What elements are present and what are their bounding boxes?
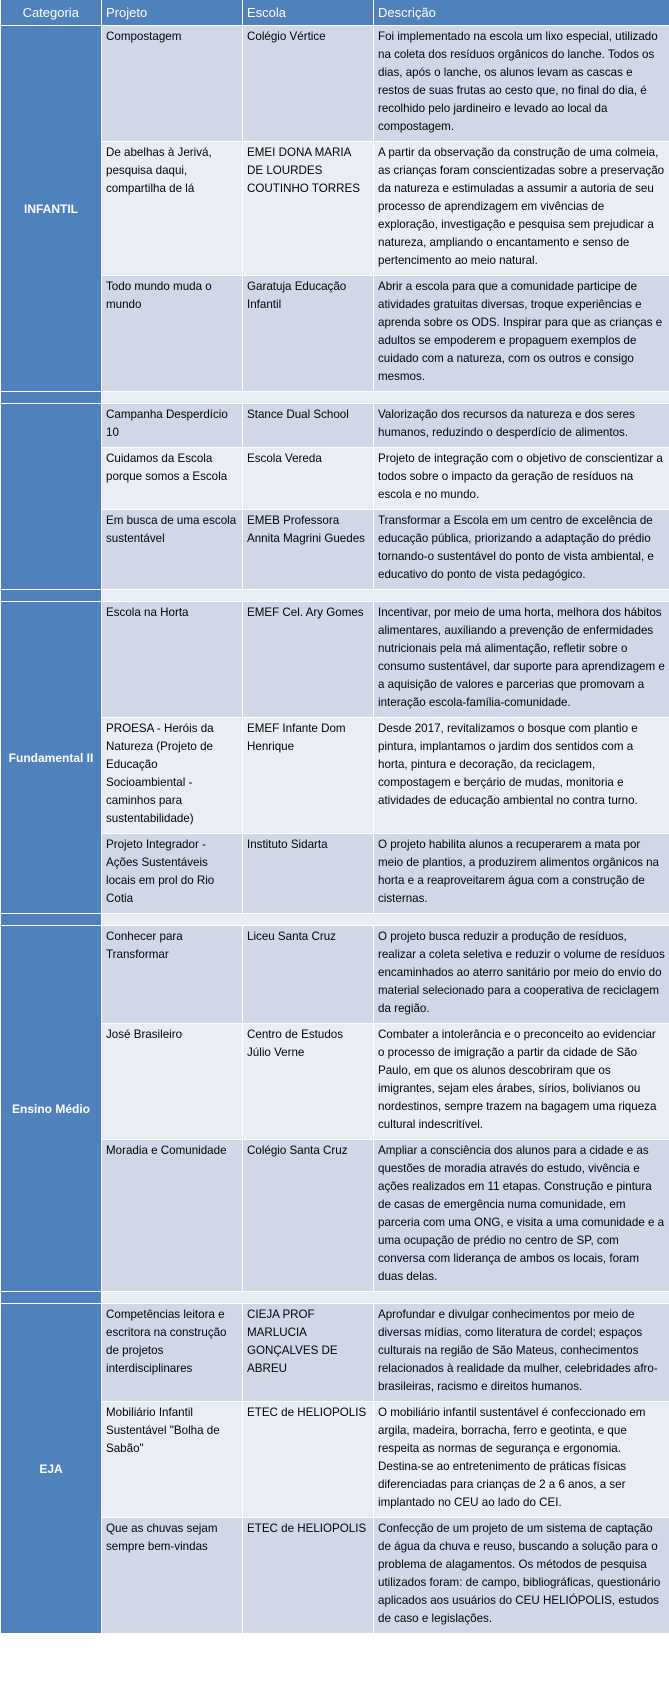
separator-row — [1, 392, 669, 404]
header-descricao: Descrição — [374, 0, 669, 26]
header-escola: Escola — [243, 0, 374, 26]
category-cell-infantil: INFANTIL — [1, 26, 102, 392]
table-row — [1, 602, 669, 718]
description-cell: O mobiliário infantil sustentável é confeccionado em argila, madeira, borracha, ferro e geotinta, e que respeita as normas de segurança e ergonomia. Destina-se ao entretenimento de práticas físicas diferenciadas para crianças de 2 a 6 anos, a ser implantado no CEU ao lado do CEI. — [374, 1402, 669, 1518]
project-cell: José Brasileiro — [102, 1024, 243, 1140]
school-cell: CIEJA PROF MARLUCIA GONÇALVES DE ABREU — [243, 1304, 374, 1402]
separator-cell — [1, 392, 102, 404]
description-cell: O projeto busca reduzir a produção de resíduos, realizar a coleta seletiva e reduzir o volume de resíduos encaminhados ao aterro sanitário por meio do envio do material selecionado para a cooperativa de reciclagem da região. — [374, 926, 669, 1024]
school-cell: Liceu Santa Cruz — [243, 926, 374, 1024]
school-cell: Instituto Sidarta — [243, 834, 374, 914]
category-cell-unlabeled — [1, 404, 102, 590]
school-cell: EMEF Infante Dom Henrique — [243, 718, 374, 834]
separator-cell — [1, 590, 102, 602]
description-cell: Foi implementado na escola um lixo especial, utilizado na coleta dos resíduos orgânicos do lanche. Todos os dias, após o lanche, os alunos levam as cascas e restos de suas frutas ao cesto que, no final do dia, é recolhido pelo jardineiro e levado ao local da compostagem. — [374, 26, 669, 142]
separator-cell — [102, 1292, 669, 1304]
description-cell: Combater a intolerância e o preconceito ao evidenciar o processo de imigração a partir da cidade de São Paulo, em que os alunos descobriram que os imigrantes, sejam eles árabes, sírios, bolivianos ou nordestinos, sempre trazem na bagagem uma riqueza cultural indescritível. — [374, 1024, 669, 1140]
description-cell: Incentivar, por meio de uma horta, melhora dos hábitos alimentares, auxiliando a prevenção de enfermidades nutricionais pela má alimentação, refletir sobre o consumo sustentável, dar suporte para aprendizagem e a aquisição de valores e parcerias que promovam a interação escola-família-comunidade. — [374, 602, 669, 718]
separator-row — [1, 1292, 669, 1304]
table-row — [1, 448, 669, 510]
project-cell: Que as chuvas sejam sempre bem-vindas — [102, 1518, 243, 1634]
header-row — [1, 0, 669, 26]
description-cell: O projeto habilita alunos a recuperarem a mata por meio de plantios, a produzirem alimentos orgânicos na horta e a reaproveitarem água com a construção de cisternas. — [374, 834, 669, 914]
school-cell: EMEB Professora Annita Magrini Guedes — [243, 510, 374, 590]
project-cell: Escola na Horta — [102, 602, 243, 718]
separator-cell — [102, 914, 669, 926]
table-row — [1, 510, 669, 590]
table-row — [1, 1304, 669, 1402]
separator-cell — [102, 590, 669, 602]
table-row — [1, 142, 669, 276]
description-cell: Aprofundar e divulgar conhecimentos por meio de diversas mídias, como literatura de cordel; espaços culturais na região de São Mateus, conhecimentos relacionados à realidade da mulher, celebridades afro-brasileiras, racismo e direitos humanos. — [374, 1304, 669, 1402]
project-cell: Campanha Desperdício 10 — [102, 404, 243, 448]
description-cell: Projeto de integração com o objetivo de conscientizar a todos sobre o impacto da geração de resíduos na escola e no mundo. — [374, 448, 669, 510]
school-cell: Escola Vereda — [243, 448, 374, 510]
project-cell: Competências leitora e escritora na construção de projetos interdisciplinares — [102, 1304, 243, 1402]
table-row — [1, 1024, 669, 1140]
school-cell: Centro de Estudos Júlio Verne — [243, 1024, 374, 1140]
project-cell: Conhecer para Transformar — [102, 926, 243, 1024]
table-row — [1, 1402, 669, 1518]
description-cell: Confecção de um projeto de um sistema de captação de água da chuva e reuso, buscando a solução para o problema de alagamentos. Os métodos de pesquisa utilizados foram: de campo, bibliográficas, questionário aplicados aos usuários do CEU HELIÓPOLIS, estudos de caso e legislações. — [374, 1518, 669, 1634]
description-cell: Transformar a Escola em um centro de excelência de educação pública, priorizando a adaptação do prédio tornando-o sustentável do ponto de vista ambiental, e educativo do ponto de vista pedagógico. — [374, 510, 669, 590]
category-cell-eja: EJA — [1, 1304, 102, 1634]
table-row — [1, 834, 669, 914]
project-cell: De abelhas à Jerivá, pesquisa daqui, compartilha de lá — [102, 142, 243, 276]
separator-row — [1, 914, 669, 926]
table-row — [1, 926, 669, 1024]
table-row — [1, 718, 669, 834]
description-cell: Abrir a escola para que a comunidade participe de atividades gratuitas diversas, troque experiências e aprenda sobre os ODS. Inspirar para que as crianças e adultos se empoderem e propaguem exemplos de cuidado com a natureza, com os outros e consigo mesmos. — [374, 276, 669, 392]
description-cell: Desde 2017, revitalizamos o bosque com plantio e pintura, implantamos o jardim dos sentidos com a horta, pintura e decoração, da reciclagem, compostagem e berçário de mudas, monitoria e atividades de educação ambiental no contra turno. — [374, 718, 669, 834]
school-cell: Colégio Vértice — [243, 26, 374, 142]
separator-cell — [1, 1292, 102, 1304]
description-cell: Valorização dos recursos da natureza e dos seres humanos, reduzindo o desperdício de alimentos. — [374, 404, 669, 448]
category-cell-fundamental-ii: Fundamental II — [1, 602, 102, 914]
separator-row — [1, 590, 669, 602]
school-cell: Stance Dual School — [243, 404, 374, 448]
project-cell: Cuidamos da Escola porque somos a Escola — [102, 448, 243, 510]
school-cell: ETEC de HELIOPOLIS — [243, 1518, 374, 1634]
description-cell: Ampliar a consciência dos alunos para a cidade e as questões de moradia através do estudo, vivência e ações realizados em 11 etapas. Construção e pintura de casas de emergência numa comunidade, em parceria com uma ONG, e visita a uma comunidade e a uma ocupação de prédio no centro de SP, com conversa com liderança de ambos os locais, foram duas delas. — [374, 1140, 669, 1292]
school-cell: Garatuja Educação Infantil — [243, 276, 374, 392]
project-cell: Moradia e Comunidade — [102, 1140, 243, 1292]
description-cell: A partir da observação da construção de uma colmeia, as crianças foram conscientizadas sobre a preservação da natureza e estimuladas a assumir a autoria de seu processo de aprendizagem em vivências de exploração, investigação e pesquisa sem prejudicar a natureza, ampliando o encantamento e senso de pertencimento ao meio natural. — [374, 142, 669, 276]
project-cell: Mobiliário Infantil Sustentável "Bolha de Sabão" — [102, 1402, 243, 1518]
school-cell: Colégio Santa Cruz — [243, 1140, 374, 1292]
header-projeto: Projeto — [102, 0, 243, 26]
table-row — [1, 1518, 669, 1634]
school-cell: EMEF Cel. Ary Gomes — [243, 602, 374, 718]
category-cell-ensino-medio: Ensino Médio — [1, 926, 102, 1292]
table-row — [1, 404, 669, 448]
table-row — [1, 276, 669, 392]
table-row — [1, 1140, 669, 1292]
school-cell: EMEI DONA MARIA DE LOURDES COUTINHO TORRES — [243, 142, 374, 276]
project-cell: Compostagem — [102, 26, 243, 142]
table-row — [1, 26, 669, 142]
header-categoria: Categoria — [1, 0, 102, 26]
project-cell: Projeto Integrador - Ações Sustentáveis locais em prol do Rio Cotia — [102, 834, 243, 914]
project-cell: Todo mundo muda o mundo — [102, 276, 243, 392]
separator-cell — [1, 914, 102, 926]
school-cell: ETEC de HELIOPOLIS — [243, 1402, 374, 1518]
separator-cell — [102, 392, 669, 404]
project-cell: Em busca de uma escola sustentável — [102, 510, 243, 590]
project-cell: PROESA - Heróis da Natureza (Projeto de Educação Socioambiental - caminhos para sustentabilidade) — [102, 718, 243, 834]
